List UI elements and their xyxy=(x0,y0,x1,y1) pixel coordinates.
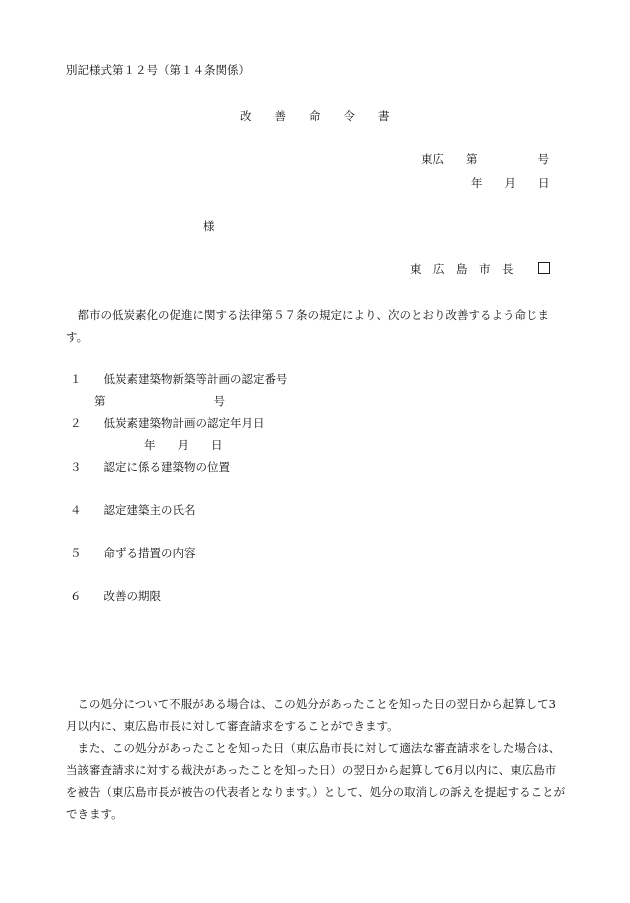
form-label: 別記様式第１２号（第１４条関係） xyxy=(66,63,250,77)
document-number-line xyxy=(421,152,549,168)
list-item xyxy=(70,503,196,519)
date-month: 月 xyxy=(504,176,516,190)
item-sub-line xyxy=(94,394,225,410)
sender-line xyxy=(410,262,550,278)
number-prefix: 第 xyxy=(466,152,478,166)
item-sub-suffix: 号 xyxy=(213,394,225,408)
item-label: 命ずる措置の内容 xyxy=(103,546,196,560)
appeal-notice: この処分について不服がある場合は、この処分があったことを知った日の翌日から起算して3月以内に、東広島市長に対して審査請求をすることができます。 xyxy=(66,697,556,733)
item-label: 低炭素建築物計画の認定年月日 xyxy=(103,416,265,430)
list-item xyxy=(70,372,288,388)
list-item xyxy=(70,589,161,605)
item-number: ４ xyxy=(70,503,82,517)
item-number: １ xyxy=(70,372,82,386)
sender-name: 東 広 島 市 長 xyxy=(410,262,514,276)
date-day: 日 xyxy=(538,176,550,190)
recipient-honorific: 様 xyxy=(203,219,215,233)
item-label: 改善の期限 xyxy=(103,589,161,603)
order-text: 都市の低炭素化の促進に関する法律第５７条の規定により、次のとおり改善するよう命じます。 xyxy=(66,308,549,344)
page-title: 改 善 命 令 書 xyxy=(240,109,390,123)
date-year: 年 xyxy=(471,176,483,190)
list-item xyxy=(70,546,196,562)
item-label: 低炭素建築物新築等計画の認定番号 xyxy=(103,372,288,386)
item-sub-year: 年 xyxy=(144,438,156,452)
item-number: ６ xyxy=(70,589,82,603)
issuer-prefix: 東広 xyxy=(421,152,444,166)
item-sub-day: 日 xyxy=(211,438,223,452)
item-label: 認定に係る建築物の位置 xyxy=(103,460,230,474)
lawsuit-notice: また、この処分があったことを知った日（東広島市長に対して適法な審査請求をした場合は、当該審査請求に対する裁決があったことを知った日）の翌日から起算して6月以内に、東広島市を被告（東広島市長が被告の代表者となります。）として、処分の取消しの訴えを提起することができます。 xyxy=(66,741,566,821)
item-label: 認定建築主の氏名 xyxy=(103,503,196,517)
item-number: ２ xyxy=(70,416,82,430)
item-sub-month: 月 xyxy=(177,438,189,452)
item-number: ５ xyxy=(70,546,82,560)
list-item xyxy=(70,416,265,432)
item-sub-prefix: 第 xyxy=(94,394,106,408)
item-number: ３ xyxy=(70,460,82,474)
item-sub-line xyxy=(144,438,223,454)
list-item xyxy=(70,460,230,476)
seal-stamp xyxy=(538,262,550,274)
document-date-line xyxy=(471,176,550,192)
number-suffix: 号 xyxy=(537,152,549,166)
